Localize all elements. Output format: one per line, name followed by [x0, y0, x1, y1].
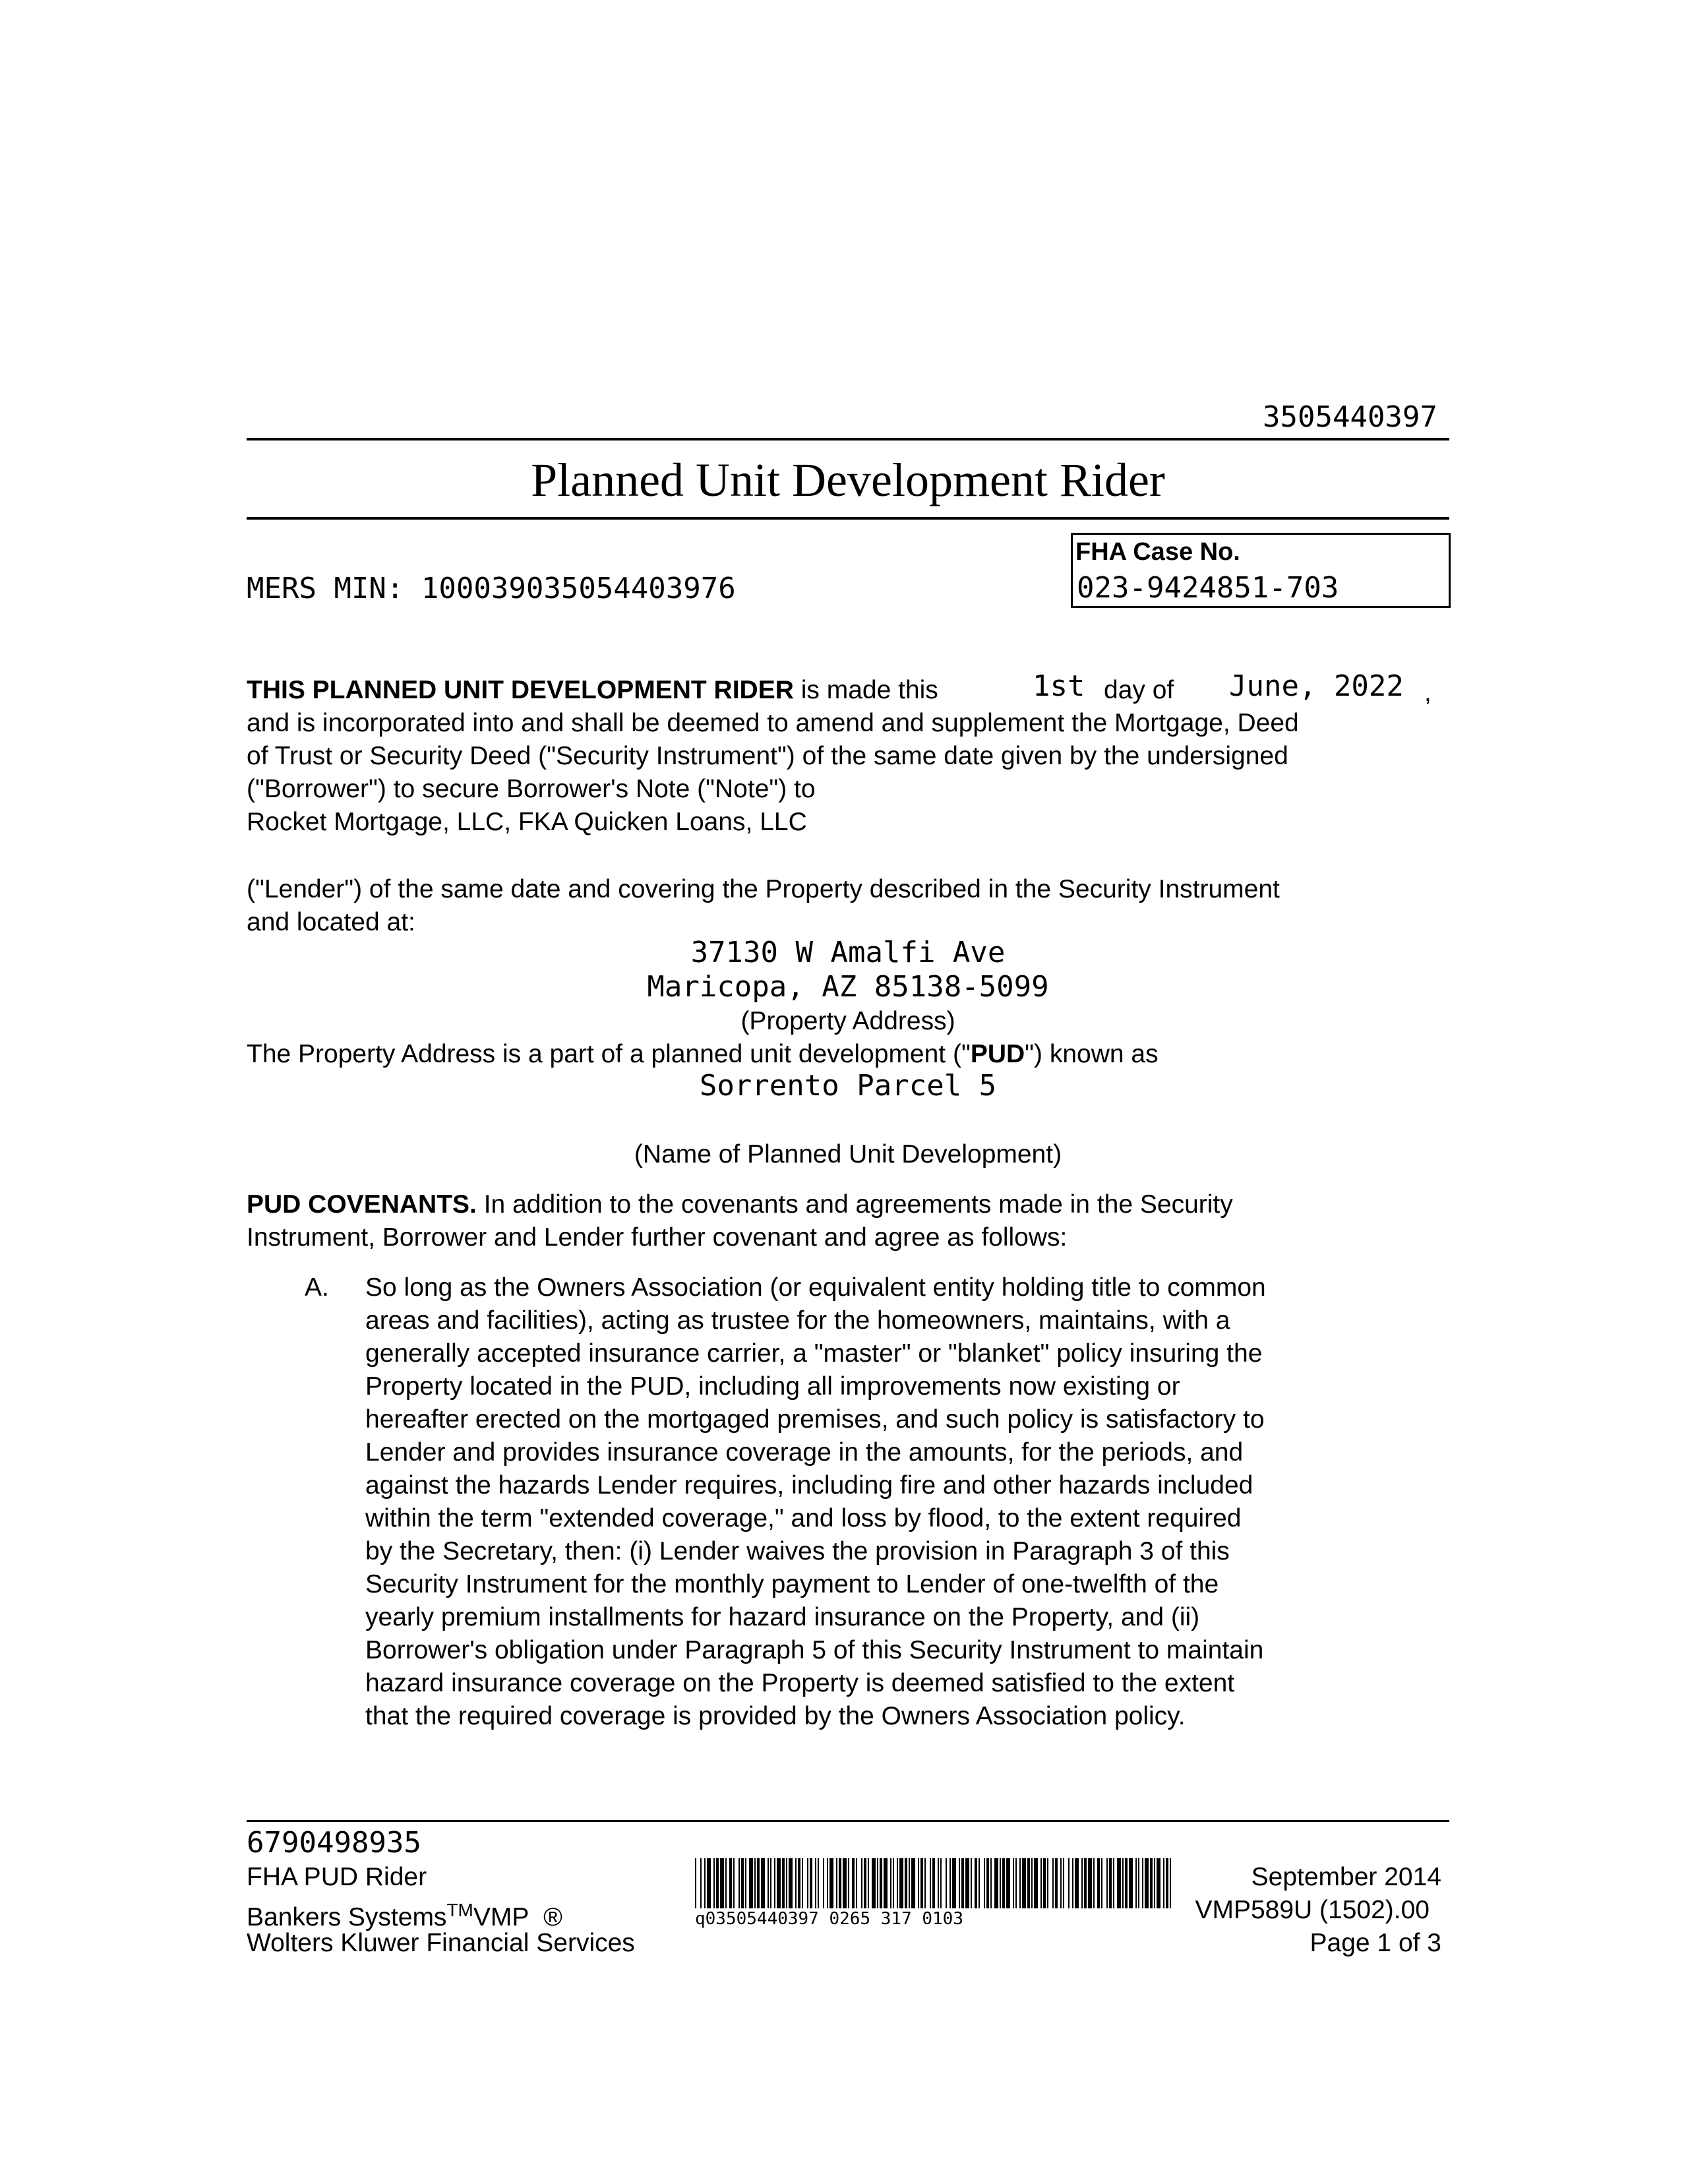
footer-doc-id: 6790498935 [247, 1826, 421, 1860]
barcode-bar [1027, 1858, 1030, 1908]
barcode-bar [1019, 1858, 1021, 1908]
pud-known-as-post: ") known as [1025, 1040, 1159, 1068]
barcode-bar [700, 1858, 702, 1908]
barcode-bar [899, 1858, 903, 1908]
barcode-bar [818, 1858, 819, 1908]
barcode-bar [1000, 1858, 1001, 1908]
barcode-bar [965, 1858, 969, 1908]
barcode-bar [952, 1858, 956, 1908]
intro-day-of: day of [1104, 676, 1174, 704]
covenant-a-line: Lender and provides insurance coverage in the amounts, for the periods, and [365, 1438, 1244, 1467]
barcode-bar [1022, 1858, 1026, 1908]
covenants-heading-line-2: Instrument, Borrower and Lender further covenant and agree as follows: [247, 1223, 1068, 1252]
barcode-bar [1043, 1858, 1046, 1908]
barcode-bar [909, 1858, 910, 1908]
barcode-bar [1034, 1858, 1038, 1908]
barcode-bar [695, 1858, 696, 1908]
barcode-bar [713, 1858, 715, 1908]
barcode-bar [861, 1858, 862, 1908]
barcode-bar [1031, 1858, 1033, 1908]
barcode-bar [893, 1858, 894, 1908]
footer-publisher: Wolters Kluwer Financial Services [247, 1929, 635, 1957]
footer-date: September 2014 [1251, 1863, 1441, 1891]
loan-number: 3505440397 [1263, 400, 1437, 434]
pud-known-as-pre: The Property Address is a part of a planned unit development (" [247, 1040, 971, 1068]
covenant-a-line: Borrower's obligation under Paragraph 5 of this Security Instrument to maintain [365, 1636, 1264, 1664]
barcode-bar [707, 1858, 711, 1908]
barcode-bar [770, 1858, 771, 1908]
covenant-a-line: generally accepted insurance carrier, a "master" or "blanket" policy insuring the [365, 1339, 1263, 1368]
barcode-bar [986, 1858, 989, 1908]
intro-line-2: and is incorporated into and shall be deemed to amend and supplement the Mortgage, Deed [247, 709, 1299, 737]
barcode-bar [795, 1858, 797, 1908]
barcode-bar [768, 1858, 769, 1908]
barcode-bar [1040, 1858, 1042, 1908]
barcode-bar [959, 1858, 960, 1908]
covenant-a-line: Security Instrument for the monthly payment to Lender of one-twelfth of the [365, 1570, 1219, 1598]
barcode-bar [1075, 1858, 1079, 1908]
barcode-bar [890, 1858, 891, 1908]
covenant-a-body [365, 1271, 1266, 1733]
barcode-bar [777, 1858, 781, 1908]
barcode-bar [946, 1858, 947, 1908]
barcode-bar [810, 1858, 812, 1908]
barcode-bar [716, 1858, 719, 1908]
barcode-bar [1088, 1858, 1092, 1908]
barcode-bars [695, 1858, 1171, 1914]
barcode-bar [720, 1858, 724, 1908]
barcode-bar [1006, 1858, 1010, 1908]
barcode-bar [975, 1858, 977, 1908]
barcode-bar [1015, 1858, 1017, 1908]
fha-case-box [1071, 533, 1451, 608]
covenant-a-line: So long as the Owners Association (or equivalent entity holding title to common [365, 1273, 1266, 1302]
intro-line-4: ("Borrower") to secure Borrower's Note ("Note") to [247, 775, 816, 803]
fha-case-number: 023-9424851-703 [1077, 571, 1339, 605]
footer-brand-name: Bankers Systems [247, 1903, 447, 1931]
barcode-bar [1072, 1858, 1073, 1908]
header-bottom-rule [247, 517, 1449, 520]
barcode-bar [786, 1858, 787, 1908]
barcode-bar [729, 1858, 732, 1908]
pud-caption: (Name of Planned Unit Development) [634, 1140, 1062, 1168]
barcode-bar [754, 1858, 756, 1908]
barcode-bar [950, 1858, 951, 1908]
barcode-bar [829, 1858, 833, 1908]
barcode-text: q03505440397 0265 317 0103 [695, 1909, 963, 1929]
barcode-bar [848, 1858, 849, 1908]
mers-min: MERS MIN: 100039035054403976 [247, 572, 736, 605]
barcode-bar [1068, 1858, 1070, 1908]
footer-form-code: VMP589U (1502).00 [1195, 1896, 1430, 1924]
intro-day: 1st [1033, 669, 1085, 703]
intro-month-year: June, 2022 [1229, 669, 1404, 703]
covenants-heading-rest: In addition to the covenants and agreements made in the Security [483, 1190, 1233, 1219]
barcode-bar [990, 1858, 992, 1908]
intro-comma: , [1424, 679, 1432, 707]
barcode-bar [802, 1858, 803, 1908]
footer-vmp: VMP [473, 1903, 529, 1931]
intro-line-3: of Trust or Security Deed ("Security Instrument") of the same date given by the undersigned [247, 742, 1288, 770]
barcode-bar [704, 1858, 706, 1908]
barcode-bar [1106, 1858, 1108, 1908]
barcode-bar [930, 1858, 931, 1908]
footer-rule [247, 1820, 1449, 1822]
barcode-bar [749, 1858, 753, 1908]
barcode-bar [877, 1858, 878, 1908]
barcode-bar [725, 1858, 727, 1908]
barcode-bar [741, 1858, 744, 1908]
covenant-a-line: within the term "extended coverage," and loss by flood, to the extent required [365, 1504, 1242, 1532]
intro-lead: THIS PLANNED UNIT DEVELOPMENT RIDER [247, 676, 794, 704]
pud-abbrev: PUD [970, 1040, 1025, 1068]
barcode-bar [938, 1858, 939, 1908]
barcode-bar [789, 1858, 793, 1908]
barcode-bar [827, 1858, 828, 1908]
barcode-bar [911, 1858, 915, 1908]
barcode-bar [1113, 1858, 1114, 1908]
property-city: Maricopa, AZ 85138-5099 [647, 970, 1049, 1004]
footer-form-name: FHA PUD Rider [247, 1863, 427, 1891]
barcode-bar [897, 1858, 898, 1908]
barcode-bar [1101, 1858, 1102, 1908]
barcode-bar [733, 1858, 735, 1908]
covenant-a-line: hazard insurance coverage on the Property is deemed satisfied to the extent [365, 1669, 1235, 1697]
barcode-bar [843, 1858, 847, 1908]
footer-reg: ® [543, 1903, 562, 1931]
barcode-bar [1063, 1858, 1064, 1908]
header-top-rule [247, 438, 1449, 440]
covenant-a-line: areas and facilities), acting as trustee for the homeowners, maintains, with a [365, 1306, 1230, 1335]
barcode-bar [880, 1858, 882, 1908]
barcode-bar [745, 1858, 746, 1908]
barcode-bar [1109, 1858, 1112, 1908]
footer-page: Page 1 of 3 [1310, 1929, 1441, 1957]
barcode-bar [1047, 1858, 1048, 1908]
barcode-bar [1002, 1858, 1005, 1908]
lender-name: Rocket Mortgage, LLC, FKA Quicken Loans, LLC [247, 808, 807, 836]
barcode-bar [961, 1858, 964, 1908]
barcode-bar [918, 1858, 919, 1908]
barcode-bar [971, 1858, 972, 1908]
barcode-bar [782, 1858, 785, 1908]
barcode-bar [774, 1858, 775, 1908]
covenant-a-line: against the hazards Lender requires, including fire and other hazards included [365, 1471, 1253, 1500]
pud-known-as [247, 1038, 1159, 1071]
barcode-bar [924, 1858, 926, 1908]
barcode-bar [868, 1858, 869, 1908]
property-caption: (Property Address) [740, 1007, 955, 1035]
barcode-bar [1060, 1858, 1062, 1908]
barcode-bar [994, 1858, 998, 1908]
barcode-bar [872, 1858, 876, 1908]
covenant-a-line: that the required coverage is provided by the Owners Association policy. [365, 1702, 1186, 1730]
barcode-bar [823, 1858, 824, 1908]
covenant-a-line: hereafter erected on the mortgaged premises, and such policy is satisfactory to [365, 1405, 1265, 1434]
barcode-bar [1013, 1858, 1014, 1908]
barcode-bar [920, 1858, 923, 1908]
covenant-a-marker: A. [305, 1273, 329, 1302]
barcode-bar [905, 1858, 907, 1908]
barcode-bar [852, 1858, 855, 1908]
page-title: Planned Unit Development Rider [531, 454, 1165, 506]
covenants-heading-bold: PUD COVENANTS. [247, 1190, 477, 1219]
barcode-bar [932, 1858, 935, 1908]
barcode-bar [836, 1858, 837, 1908]
barcode-bar [1097, 1858, 1100, 1908]
barcode-bar [1081, 1858, 1083, 1908]
barcode-bar [1052, 1858, 1054, 1908]
covenant-a-line: by the Secretary, then: (i) Lender waives the provision in Paragraph 3 of this [365, 1537, 1230, 1565]
footer-tm: TM [446, 1900, 473, 1920]
intro-line-7: and located at: [247, 908, 415, 936]
barcode-bar [984, 1858, 985, 1908]
barcode-bar [815, 1858, 816, 1908]
barcode-bar [979, 1858, 980, 1908]
barcode-bar [757, 1858, 760, 1908]
barcode-bar [807, 1858, 808, 1908]
intro-made-this: is made this [800, 676, 938, 704]
barcode [695, 1858, 1171, 1914]
fha-case-label: FHA Case No. [1075, 538, 1240, 566]
covenant-a-line: Property located in the PUD, including all improvements now existing or [365, 1372, 1180, 1401]
barcode-bar [798, 1858, 800, 1908]
property-street: 37130 W Amalfi Ave [690, 936, 1006, 969]
barcode-bar [761, 1858, 765, 1908]
barcode-bar [1093, 1858, 1095, 1908]
barcode-bar [856, 1858, 857, 1908]
barcode-bar [884, 1858, 888, 1908]
barcode-bar [839, 1858, 841, 1908]
covenant-a-line: yearly premium installments for hazard insurance on the Property, and (ii) [365, 1603, 1200, 1631]
barcode-bar [1084, 1858, 1087, 1908]
barcode-bar [738, 1858, 740, 1908]
intro-line-6: ("Lender") of the same date and covering the Property described in the Security Instrument [247, 875, 1280, 903]
pud-name: Sorrento Parcel 5 [699, 1069, 997, 1103]
covenants-heading [247, 1188, 1233, 1221]
barcode-bar [1055, 1858, 1058, 1908]
barcode-bar [864, 1858, 866, 1908]
barcode-bar [940, 1858, 942, 1908]
